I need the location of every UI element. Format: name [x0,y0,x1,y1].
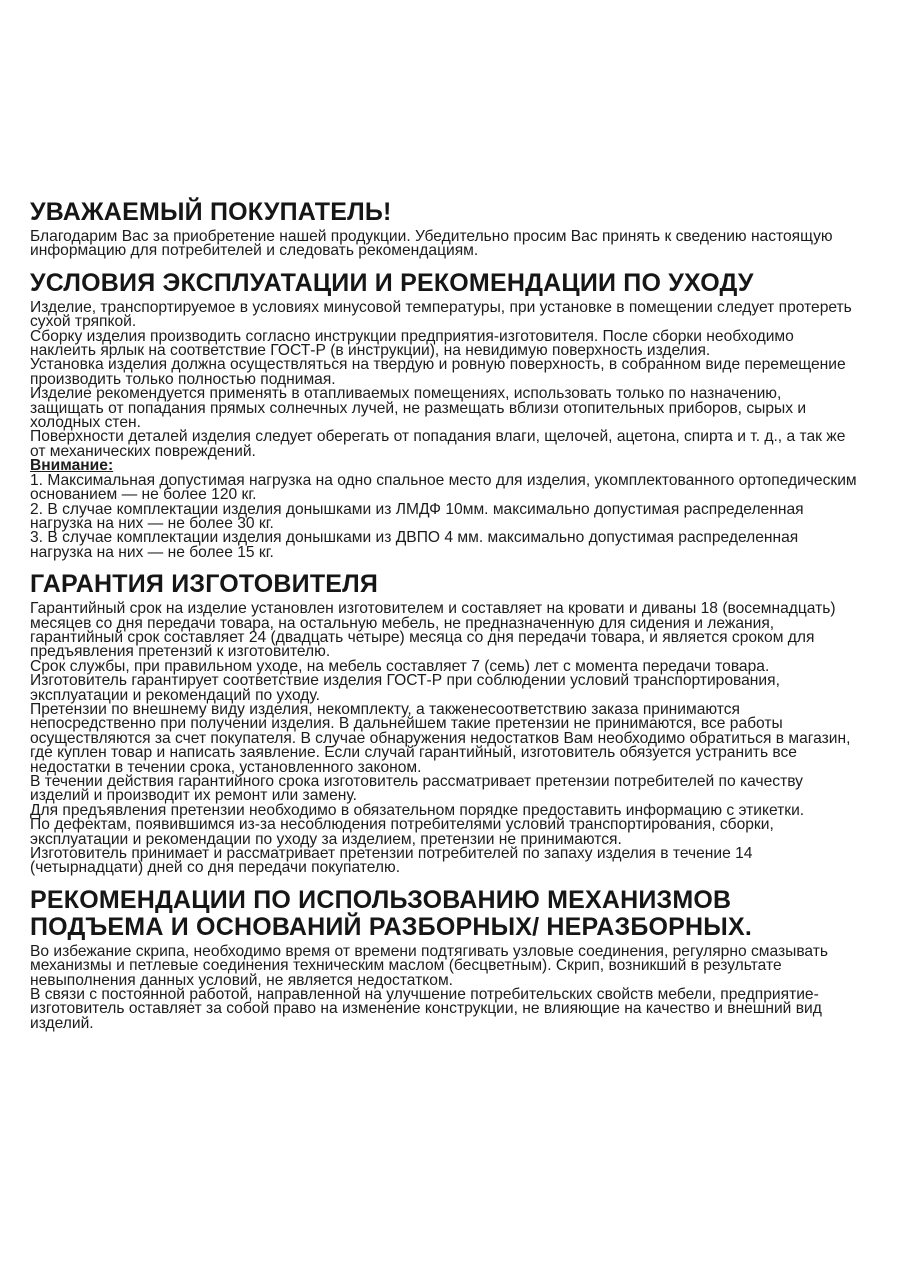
section-body [30,298,866,561]
document-content [30,199,866,1031]
paragraph: 2. В случае комплектации изделия донышками из ЛМДФ 10мм. максимально допустимая распределенная нагрузка на них — не более 30 кг. [30,500,804,532]
paragraph: Во избежание скрипа, необходимо время от времени подтягивать узловые соединения, регулярно смазывать механизмы и петлевые соединения техническим маслом (бесцветным). Скрип, возникший в результате невыполнения данных условий, не является недостатком. [30,942,829,989]
paragraph: Изготовитель принимает и рассматривает претензии потребителей по запаху изделия в течение 14 (четырнадцати) дней со дня передачи покупателю. [30,845,753,877]
paragraph: Установка изделия должна осуществляться на твердую и ровную поверхность, в собранном виде перемещение производить только полностью поднимая. [30,356,846,388]
document-section [30,199,866,259]
paragraph: Изготовитель гарантирует соответствие изделия ГОСТ-Р при соблюдении условий транспортирования, эксплуатации и рекомендаций по уходу. [30,672,780,704]
document-section [30,270,866,560]
section-heading: УВАЖАЕМЫЙ ПОКУПАТЕЛЬ! [30,198,392,226]
paragraph: Гарантийный срок на изделие установлен изготовителем и составляет на кровати и диваны 18 (восемнадцать) месяцев со дня передачи товара, на остальную мебель, не предназначенную для сидения и лежания, гарантийный срок составляет 24 (двадцать четыре) месяца со дня передачи товара, и является сроком для предъявления претензий к изготовителю. [30,600,836,661]
paragraph: Благодарим Вас за приобретение нашей продукции. Убедительно просим Вас принять к сведению настоящую информацию для потребителей и следовать рекомендациям. [30,228,833,260]
document-section [30,571,866,876]
paragraph: В связи с постоянной работой, направленной на улучшение потребительских свойств мебели, предприятие-изготовитель оставляет за собой право на изменение конструкции, не влияющие на качество и внешний вид изделий. [30,986,822,1032]
section-heading: РЕКОМЕНДАЦИИ ПО ИСПОЛЬЗОВАНИЮ МЕХАНИЗМОВ ПОДЪЕМА И ОСНОВАНИЙ РАЗБОРНЫХ/ НЕРАЗБОРНЫХ. [30,885,752,941]
section-body [30,230,866,259]
paragraph: Для предъявления претензии необходимо в обязательном порядке предоставить информацию с этикетки. [30,801,805,819]
section-body [30,942,866,1032]
paragraph: Поверхности деталей изделия следует оберегать от попадания влаги, щелочей, ацетона, спирта и т. д., а так же от механических повреждений. [30,428,846,460]
paragraph: Срок службы, при правильном уходе, на мебель составляет 7 (семь) лет с момента передачи товара. [30,657,770,675]
paragraph: Сборку изделия производить согласно инструкции предприятия-изготовителя. После сборки необходимо наклеить ярлык на соответствие ГОСТ-Р (в инструкции), на невидимую поверхность изделия. [30,327,794,360]
section-heading: ГАРАНТИЯ ИЗГОТОВИТЕЛЯ [30,570,379,599]
section-body [30,602,866,876]
paragraph: Изделие, транспортируемое в условиях минусовой температуры, при установке в помещении следует протереть сухой тряпкой. [30,298,852,331]
paragraph: 3. В случае комплектации изделия донышками из ДВПО 4 мм. максимально допустимая распределенная нагрузка на них — не более 15 кг. [30,529,799,561]
paragraph: В течении действия гарантийного срока изготовитель рассматривает претензии потребителей по качеству изделий и производит их ремонт или замену. [30,773,803,805]
paragraph: По дефектам, появившимся из-за несоблюдения потребителями условий транспортирования, сборки, эксплуатации и рекомендации по уходу за изделием, претензии не принимаются. [30,816,774,848]
document-section [30,887,866,1031]
paragraph: Изделие рекомендуется применять в отапливаемых помещениях, использовать только по назначению, защищать от попадания прямых солнечных лучей, не размещать вблизи отопительных приборов, сырых и холодных стен. [30,385,807,432]
paragraph: Претензии по внешнему виду изделия, некомплекту, а такженесоответствию заказа принимаются непосредственно при получении изделия. В дальнейшем такие претензии не принимаются, все работы осуществляются за счет покупателя. В случае обнаружения недостатков Вам необходимо обратиться в магазин, где куплен товар и написать заявление. Если случай гарантийный, изготовитель обязуется устранить все недостатки в течении срока, установленного законом. [30,700,851,776]
paragraph: 1. Максимальная допустимая нагрузка на одно спальное место для изделия, укомплектованного ортопедическим основанием — не более 120 кг. [30,471,857,504]
attention-label: Внимание: [30,457,114,475]
section-heading: УСЛОВИЯ ЭКСПЛУАТАЦИИ И РЕКОМЕНДАЦИИ ПО УХОДУ [30,268,754,297]
